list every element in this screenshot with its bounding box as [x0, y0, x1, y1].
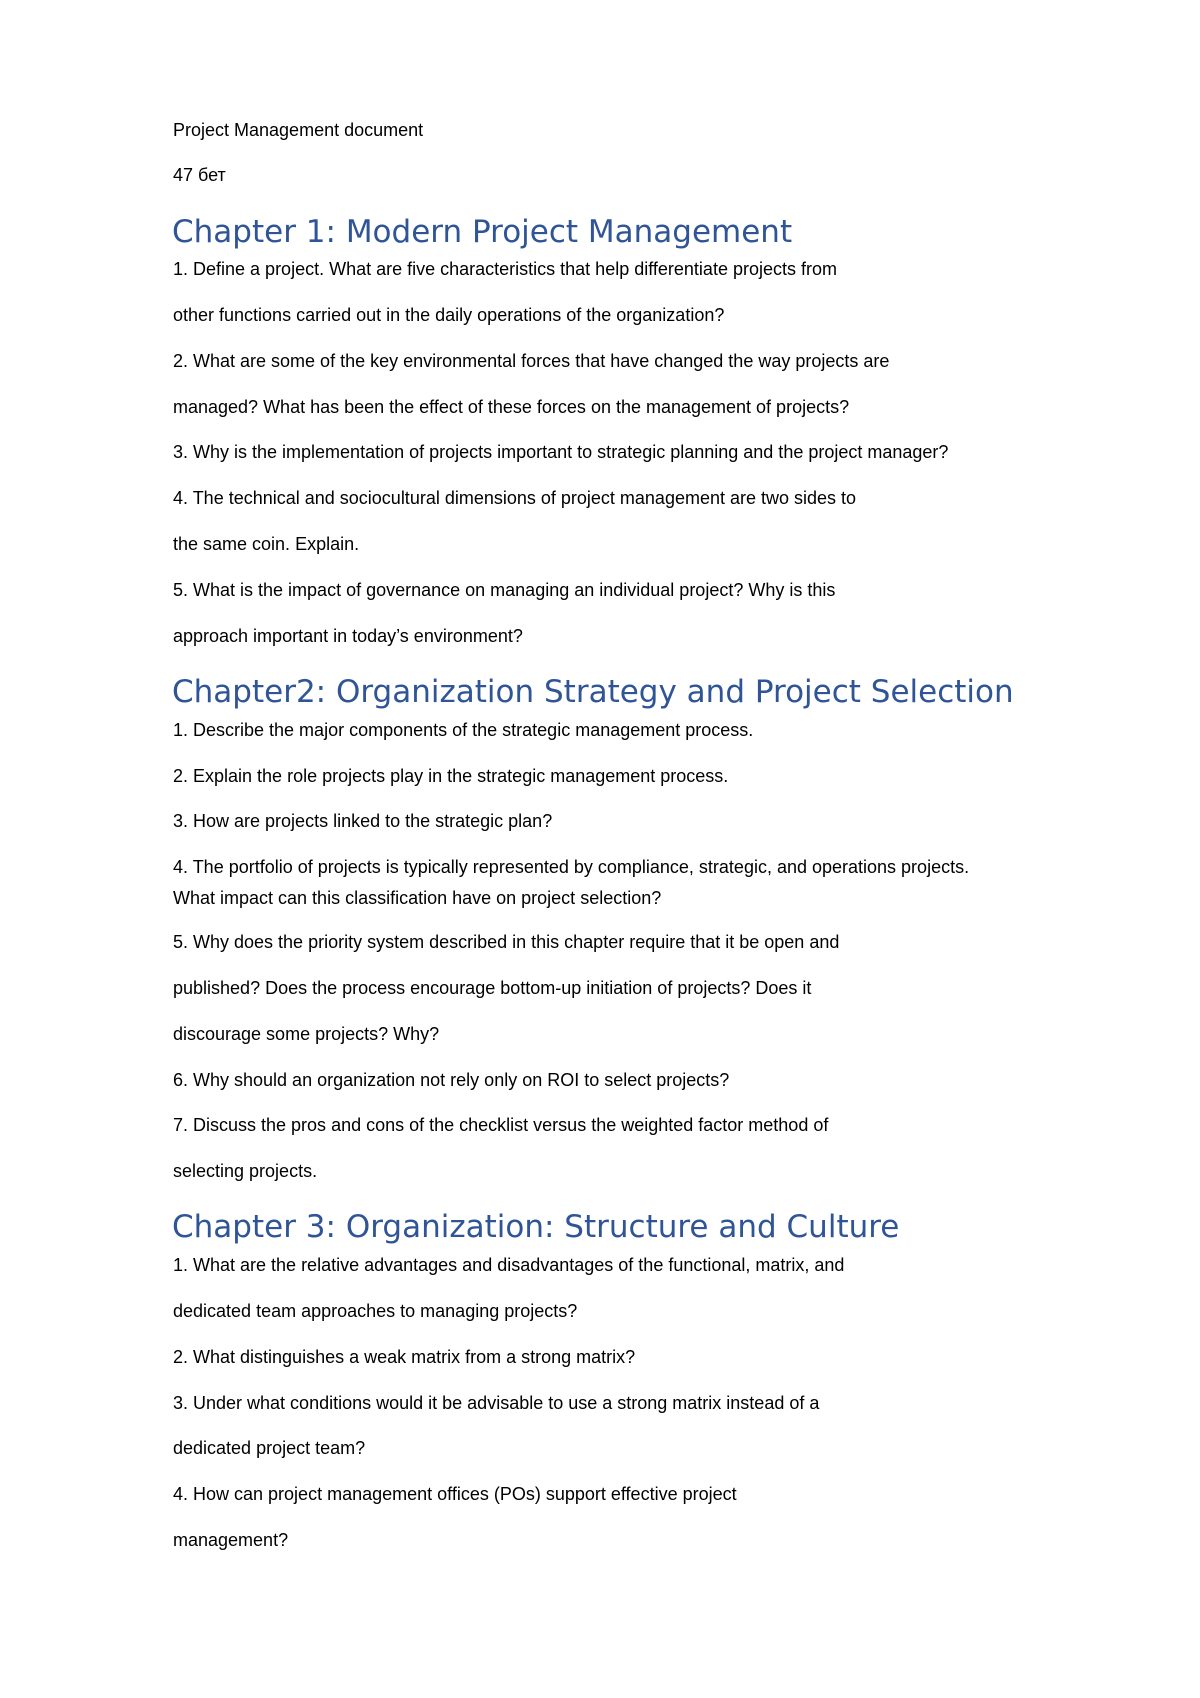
- chapter-2-line: selecting projects.: [173, 1161, 318, 1181]
- chapter-2-line: published? Does the process encourage bottom-up initiation of projects? Does it: [173, 978, 812, 998]
- chapter-2-heading: Chapter2: Organization Strategy and Project Selection: [172, 674, 1014, 710]
- chapter-1-line: managed? What has been the effect of these forces on the management of projects?: [173, 397, 850, 417]
- chapter-3-line: 3. Under what conditions would it be advisable to use a strong matrix instead of a: [173, 1393, 820, 1413]
- chapter-3-line: dedicated project team?: [173, 1438, 366, 1458]
- chapter-1-line: 5. What is the impact of governance on managing an individual project? Why is this: [173, 580, 836, 600]
- chapter-1-line: 4. The technical and sociocultural dimensions of project management are two sides to: [173, 488, 857, 508]
- chapter-1-line: the same coin. Explain.: [173, 534, 360, 554]
- document-title: Project Management document: [173, 120, 424, 140]
- chapter-2-line: What impact can this classification have on project selection?: [173, 888, 662, 908]
- chapter-1-line: approach important in today’s environment?: [173, 626, 523, 646]
- chapter-1-heading: Chapter 1: Modern Project Management: [172, 214, 793, 250]
- chapter-2-line: 6. Why should an organization not rely only on ROI to select projects?: [173, 1070, 730, 1090]
- chapter-2-line: 4. The portfolio of projects is typically represented by compliance, strategic, and operations projects.: [173, 857, 970, 877]
- document-subtitle: 47 бет: [173, 165, 226, 185]
- chapter-2-line: 1. Describe the major components of the strategic management process.: [173, 720, 754, 740]
- chapter-1-line: 1. Define a project. What are five characteristics that help differentiate projects from: [173, 259, 837, 279]
- chapter-3-line: 2. What distinguishes a weak matrix from a strong matrix?: [173, 1347, 636, 1367]
- chapter-2-line: discourage some projects? Why?: [173, 1024, 440, 1044]
- chapter-3-line: 1. What are the relative advantages and disadvantages of the functional, matrix, and: [173, 1255, 845, 1275]
- chapter-1-line: other functions carried out in the daily operations of the organization?: [173, 305, 725, 325]
- chapter-2-line: 5. Why does the priority system described in this chapter require that it be open and: [173, 932, 840, 952]
- chapter-3-heading: Chapter 3: Organization: Structure and Culture: [172, 1209, 900, 1245]
- chapter-1-line: 3. Why is the implementation of projects important to strategic planning and the project manager?: [173, 442, 949, 462]
- chapter-2-line: 7. Discuss the pros and cons of the checklist versus the weighted factor method of: [173, 1115, 829, 1135]
- chapter-1-line: 2. What are some of the key environmental forces that have changed the way projects are: [173, 351, 890, 371]
- chapter-3-line: dedicated team approaches to managing projects?: [173, 1301, 578, 1321]
- chapter-2-line: 3. How are projects linked to the strategic plan?: [173, 811, 553, 831]
- chapter-3-line: management?: [173, 1530, 289, 1550]
- chapter-2-line: 2. Explain the role projects play in the strategic management process.: [173, 766, 729, 786]
- chapter-3-line: 4. How can project management offices (POs) support effective project: [173, 1484, 737, 1504]
